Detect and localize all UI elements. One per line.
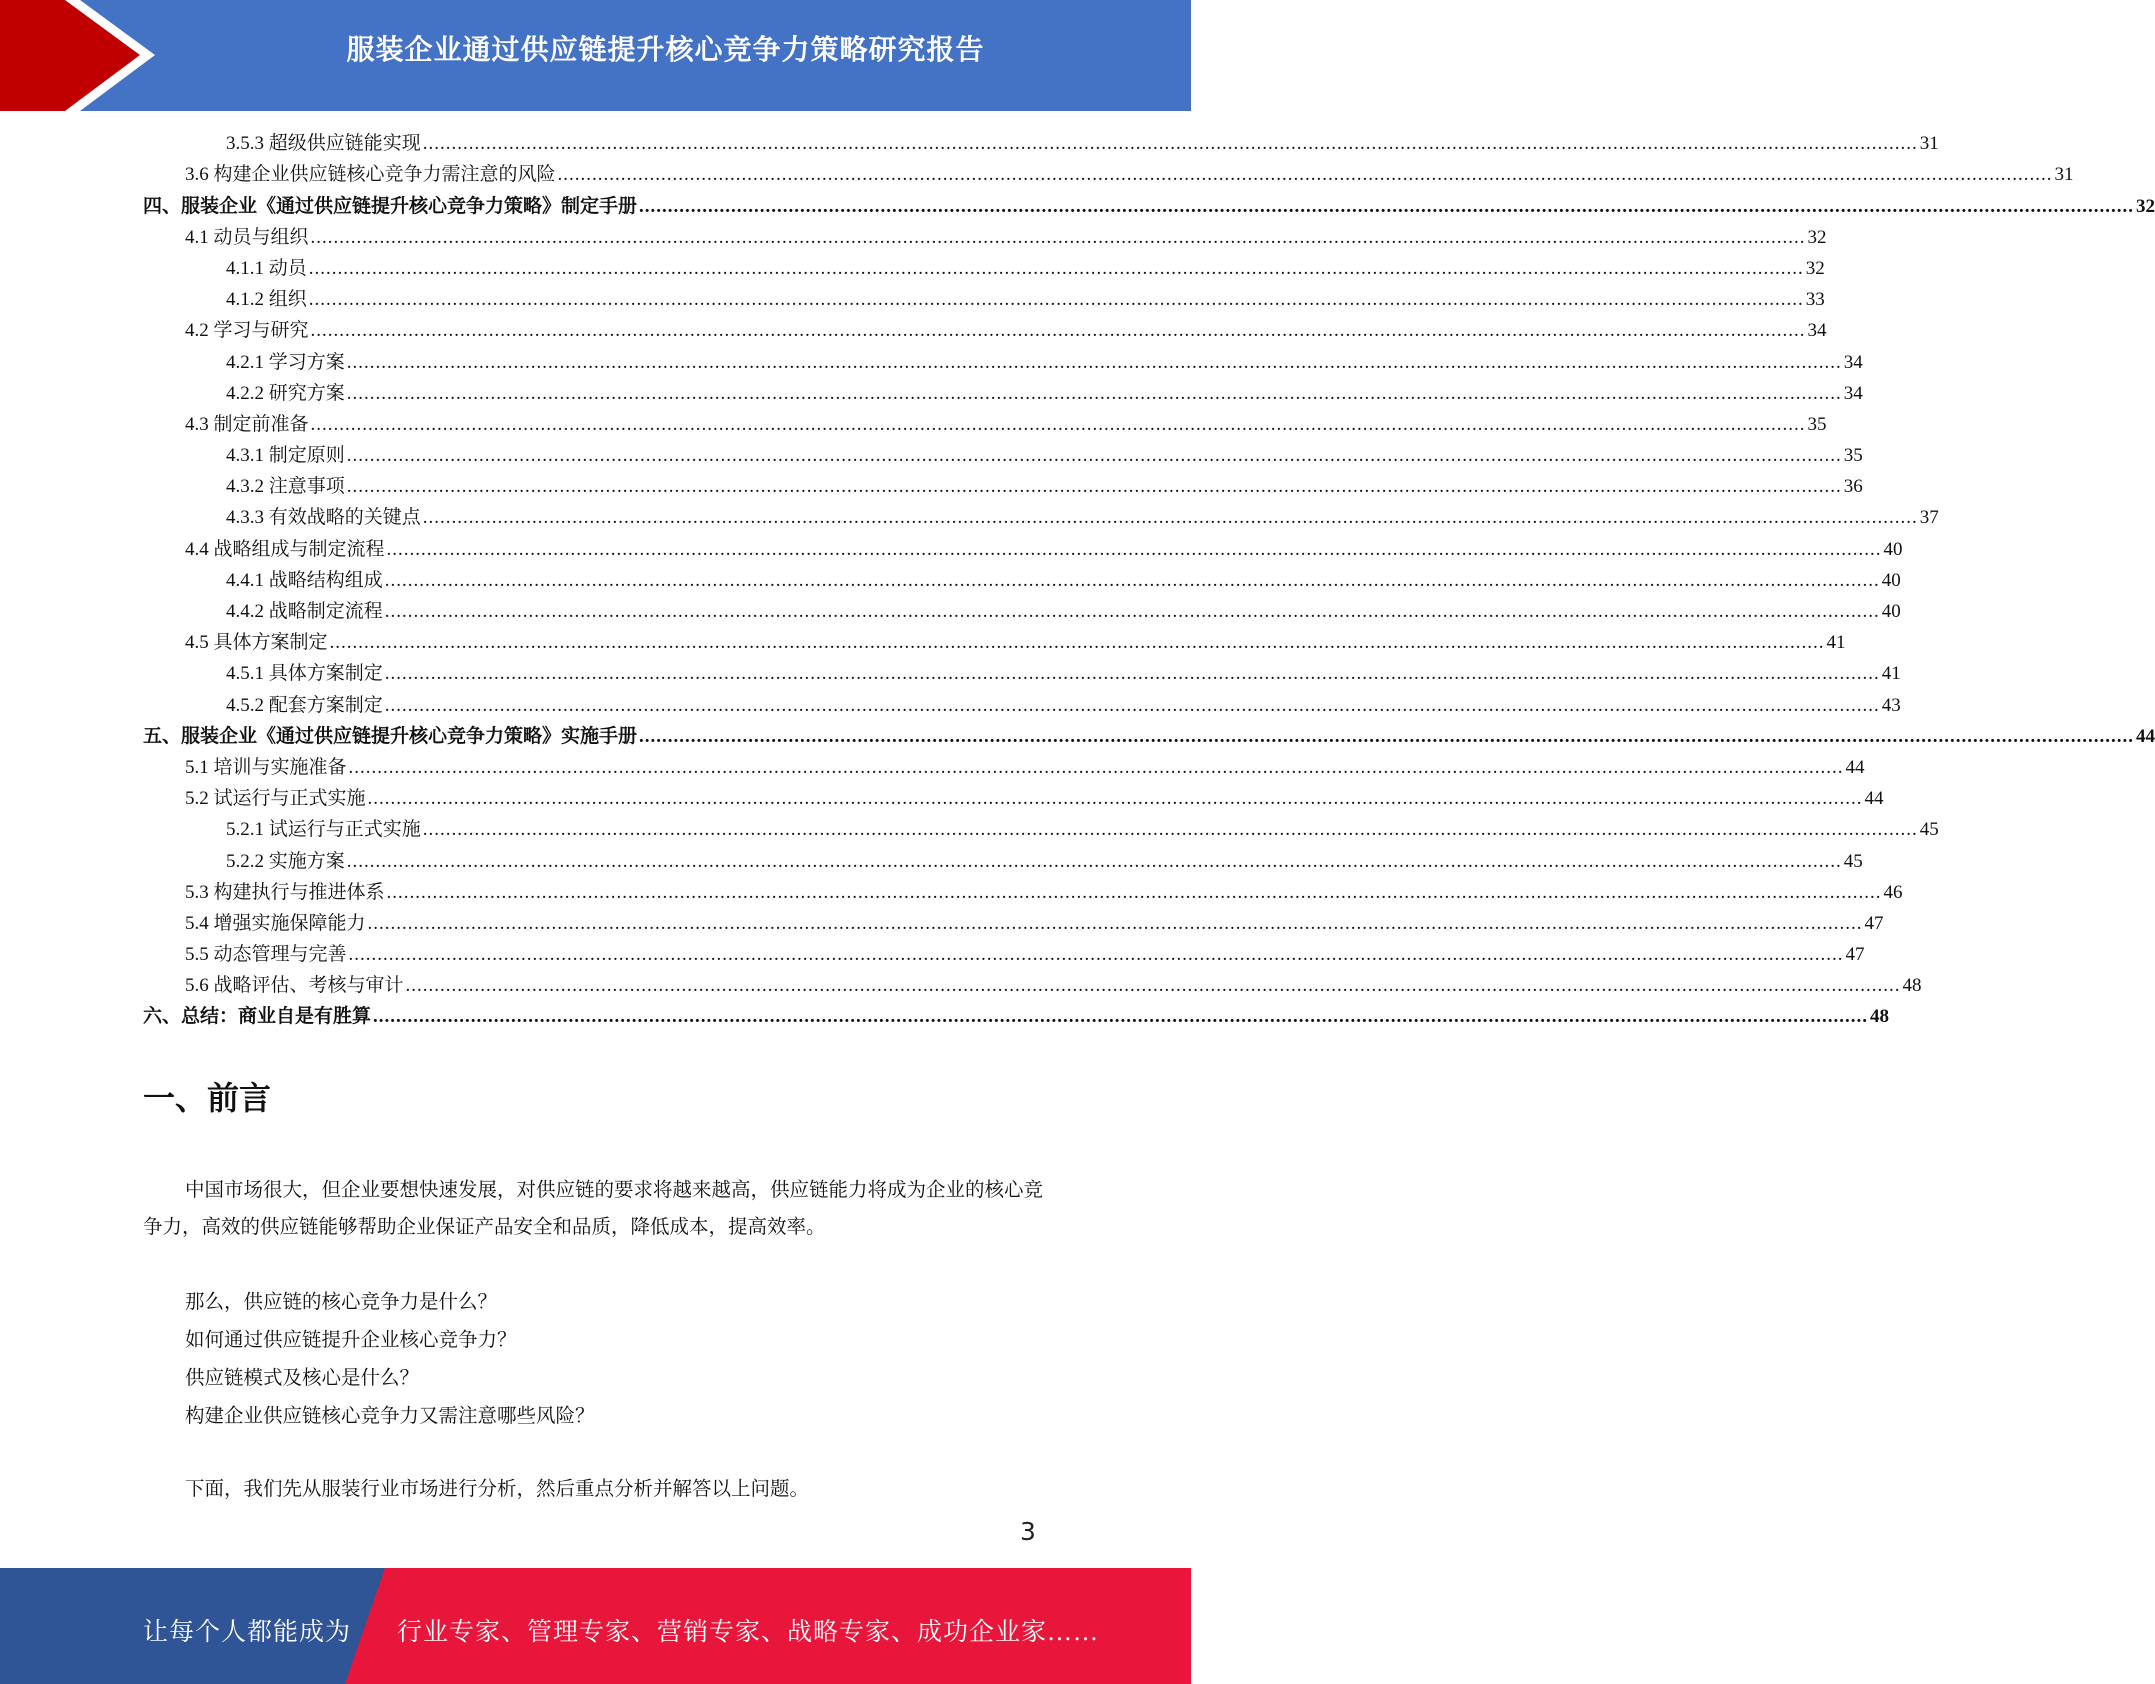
toc-entry-title: 4.4.2 战略制定流程 xyxy=(226,601,383,622)
toc-entry-title: 四、服装企业《通过供应链提升核心竞争力策略》制定手册 xyxy=(143,195,638,217)
footer-slogan-left: 让每个人都能成为 xyxy=(143,1619,352,1646)
page-header xyxy=(0,0,1191,111)
toc-entry-page: 41 xyxy=(1826,632,1846,654)
question-list xyxy=(185,1284,595,1436)
toc-leader-dots: .................................................................................................................................................................................................................................................................... xyxy=(422,507,1918,529)
toc-entry-page: 47 xyxy=(1864,912,1884,934)
toc-entry-page: 43 xyxy=(1881,694,1901,716)
toc-entry[interactable] xyxy=(143,128,1939,159)
toc-entry[interactable] xyxy=(143,845,1863,876)
footer-slogan-right: 行业专家、管理专家、营销专家、战略专家、成功企业家…… xyxy=(397,1619,1100,1646)
toc-entry[interactable] xyxy=(143,783,1884,814)
toc-entry[interactable] xyxy=(143,409,1827,440)
toc-entry[interactable] xyxy=(143,658,1901,689)
toc-leader-dots: .................................................................................................................................................................................................................................................................... xyxy=(405,975,1901,997)
toc-leader-dots: .................................................................................................................................................................................................................................................................... xyxy=(310,226,1806,248)
toc-entry-page: 35 xyxy=(1807,413,1827,435)
toc-entry[interactable] xyxy=(143,627,1846,658)
toc-entry[interactable] xyxy=(143,502,1939,533)
toc-entry-page: 41 xyxy=(1881,663,1901,685)
toc-leader-dots: .................................................................................................................................................................................................................................................................... xyxy=(308,257,1804,279)
toc-entry-page: 45 xyxy=(1843,850,1863,872)
toc-entry-page: 47 xyxy=(1845,944,1865,966)
table-of-contents xyxy=(143,128,2155,1032)
toc-entry-title: 5.6 战略评估、考核与审计 xyxy=(185,975,404,997)
toc-entry[interactable] xyxy=(143,721,2155,752)
toc-leader-dots: .................................................................................................................................................................................................................................................................... xyxy=(386,881,1882,903)
toc-entry-page: 34 xyxy=(1843,382,1863,404)
toc-entry-title: 4.5.2 配套方案制定 xyxy=(226,694,383,716)
toc-entry-title: 4.3.3 有效战略的关键点 xyxy=(226,507,421,529)
toc-entry-page: 32 xyxy=(1805,257,1825,279)
toc-entry-page: 35 xyxy=(1843,445,1863,467)
toc-leader-dots: .................................................................................................................................................................................................................................................................... xyxy=(367,912,1863,934)
toc-entry-title: 4.5 具体方案制定 xyxy=(185,632,328,654)
toc-entry-title: 4.2 学习与研究 xyxy=(185,320,309,342)
toc-leader-dots: .................................................................................................................................................................................................................................................................... xyxy=(422,819,1918,841)
toc-leader-dots: .................................................................................................................................................................................................................................................................... xyxy=(384,569,1880,591)
toc-entry[interactable] xyxy=(143,346,1863,377)
question-item: 构建企业供应链核心竞争力又需注意哪些风险？ xyxy=(185,1406,595,1427)
toc-leader-dots: .................................................................................................................................................................................................................................................................... xyxy=(310,413,1806,435)
toc-entry-page: 44 xyxy=(1864,788,1884,810)
toc-entry[interactable] xyxy=(143,752,1865,783)
toc-entry-page: 46 xyxy=(1883,881,1903,903)
toc-entry-title: 4.5.1 具体方案制定 xyxy=(226,663,383,685)
toc-entry[interactable] xyxy=(143,814,1939,845)
toc-leader-dots: .................................................................................................................................................................................................................................................................... xyxy=(373,1006,1869,1028)
toc-leader-dots: .................................................................................................................................................................................................................................................................... xyxy=(329,632,1825,654)
toc-entry-title: 4.4 战略组成与制定流程 xyxy=(185,538,385,560)
toc-entry-title: 4.3 制定前准备 xyxy=(185,413,309,435)
toc-entry[interactable] xyxy=(143,159,2074,190)
toc-leader-dots: .................................................................................................................................................................................................................................................................... xyxy=(639,725,2135,747)
toc-entry-title: 5.1 培训与实施准备 xyxy=(185,756,347,778)
toc-entry-title: 3.5.3 超级供应链能实现 xyxy=(226,133,421,155)
question-item: 那么，供应链的核心竞争力是什么？ xyxy=(185,1292,498,1313)
toc-leader-dots: .................................................................................................................................................................................................................................................................... xyxy=(346,476,1842,498)
toc-entry-page: 44 xyxy=(1845,756,1865,778)
toc-entry-title: 5.3 构建执行与推进体系 xyxy=(185,881,385,903)
toc-entry-page: 33 xyxy=(1805,289,1825,311)
toc-entry[interactable] xyxy=(143,689,1901,720)
toc-entry-page: 31 xyxy=(2054,164,2074,186)
toc-entry[interactable] xyxy=(143,315,1827,346)
section-heading: 一、前言 xyxy=(143,1079,272,1117)
toc-entry[interactable] xyxy=(143,596,1901,627)
toc-entry[interactable] xyxy=(143,284,1825,315)
toc-entry[interactable] xyxy=(143,970,1922,1001)
toc-entry-page: 40 xyxy=(1883,538,1903,560)
toc-leader-dots: .................................................................................................................................................................................................................................................................... xyxy=(308,289,1804,311)
report-title: 服装企业通过供应链提升核心竞争力策略研究报告 xyxy=(346,33,985,66)
toc-entry[interactable] xyxy=(143,378,1863,409)
toc-leader-dots: .................................................................................................................................................................................................................................................................... xyxy=(422,133,1918,155)
toc-entry-page: 34 xyxy=(1843,351,1863,373)
toc-leader-dots: .................................................................................................................................................................................................................................................................... xyxy=(367,788,1863,810)
toc-entry-title: 4.1.2 组织 xyxy=(226,289,307,311)
toc-entry-title: 5.2 试运行与正式实施 xyxy=(185,788,366,810)
toc-entry-title: 4.2.2 研究方案 xyxy=(226,382,345,404)
toc-leader-dots: .................................................................................................................................................................................................................................................................... xyxy=(386,538,1882,560)
toc-entry[interactable] xyxy=(143,222,1827,253)
toc-entry-title: 4.2.1 学习方案 xyxy=(226,351,345,373)
toc-entry[interactable] xyxy=(143,253,1825,284)
toc-entry-title: 五、服装企业《通过供应链提升核心竞争力策略》实施手册 xyxy=(143,725,638,747)
toc-leader-dots: .................................................................................................................................................................................................................................................................... xyxy=(346,351,1842,373)
toc-entry-title: 六、总结：商业自是有胜算 xyxy=(143,1006,372,1028)
toc-entry-page: 37 xyxy=(1919,507,1939,529)
toc-entry-title: 5.2.2 实施方案 xyxy=(226,850,345,872)
toc-entry-title: 3.6 构建企业供应链核心竞争力需注意的风险 xyxy=(185,164,556,186)
toc-entry[interactable] xyxy=(143,471,1863,502)
toc-entry-page: 40 xyxy=(1881,569,1901,591)
question-item: 供应链模式及核心是什么？ xyxy=(185,1368,420,1389)
toc-leader-dots: .................................................................................................................................................................................................................................................................... xyxy=(346,850,1842,872)
toc-entry[interactable] xyxy=(143,565,1901,596)
question-item: 如何通过供应链提升企业核心竞争力？ xyxy=(185,1330,517,1351)
toc-entry-title: 4.1.1 动员 xyxy=(226,257,307,279)
toc-leader-dots: .................................................................................................................................................................................................................................................................... xyxy=(639,195,2135,217)
toc-entry-title: 4.1 动员与组织 xyxy=(185,226,309,248)
toc-entry-title: 4.3.1 制定原则 xyxy=(226,445,345,467)
toc-entry-page: 31 xyxy=(1919,133,1939,155)
toc-entry-page: 36 xyxy=(1843,476,1863,498)
toc-entry[interactable] xyxy=(143,533,1903,564)
toc-leader-dots: .................................................................................................................................................................................................................................................................... xyxy=(348,944,1844,966)
toc-leader-dots: .................................................................................................................................................................................................................................................................... xyxy=(346,382,1842,404)
intro-paragraph: 中国市场很大，但企业要想快速发展，对供应链的要求将越来越高，供应链能力将成为企业的核心竞争力，高效的供应链能够帮助企业保证产品安全和品质，降低成本，提高效率。 xyxy=(143,1180,1044,1238)
toc-entry-title: 5.4 增强实施保障能力 xyxy=(185,912,366,934)
toc-leader-dots: .................................................................................................................................................................................................................................................................... xyxy=(384,694,1880,716)
toc-entry-title: 5.2.1 试运行与正式实施 xyxy=(226,819,421,841)
toc-leader-dots: .................................................................................................................................................................................................................................................................... xyxy=(346,445,1842,467)
toc-entry-page: 32 xyxy=(2136,195,2155,217)
toc-leader-dots: .................................................................................................................................................................................................................................................................... xyxy=(310,320,1806,342)
toc-entry-page: 48 xyxy=(1902,975,1922,997)
toc-entry[interactable] xyxy=(143,1001,1890,1032)
toc-entry-page: 48 xyxy=(1870,1006,1890,1028)
toc-entry-page: 34 xyxy=(1807,320,1827,342)
toc-leader-dots: .................................................................................................................................................................................................................................................................... xyxy=(384,663,1880,685)
toc-entry-title: 4.4.1 战略结构组成 xyxy=(226,569,383,591)
toc-leader-dots: .................................................................................................................................................................................................................................................................... xyxy=(557,164,2053,186)
toc-leader-dots: .................................................................................................................................................................................................................................................................... xyxy=(348,756,1844,778)
conclusion-text: 下面，我们先从服装行业市场进行分析，然后重点分析并解答以上问题。 xyxy=(185,1479,810,1500)
toc-entry[interactable] xyxy=(143,190,2155,221)
page-number: 3 xyxy=(1020,1517,1036,1546)
toc-entry-page: 40 xyxy=(1881,601,1901,622)
toc-entry[interactable] xyxy=(143,877,1903,908)
toc-entry[interactable] xyxy=(143,908,1884,939)
toc-entry-title: 4.3.2 注意事项 xyxy=(226,476,345,498)
toc-entry-title: 5.5 动态管理与完善 xyxy=(185,944,347,966)
toc-entry-page: 44 xyxy=(2136,725,2155,747)
toc-entry-page: 32 xyxy=(1807,226,1827,248)
toc-entry[interactable] xyxy=(143,440,1863,471)
toc-entry-page: 45 xyxy=(1919,819,1939,841)
header-red-block xyxy=(0,0,140,111)
toc-entry[interactable] xyxy=(143,939,1865,970)
page-footer xyxy=(0,1568,1191,1684)
toc-leader-dots: .................................................................................................................................................................................................................................................................... xyxy=(384,601,1880,622)
